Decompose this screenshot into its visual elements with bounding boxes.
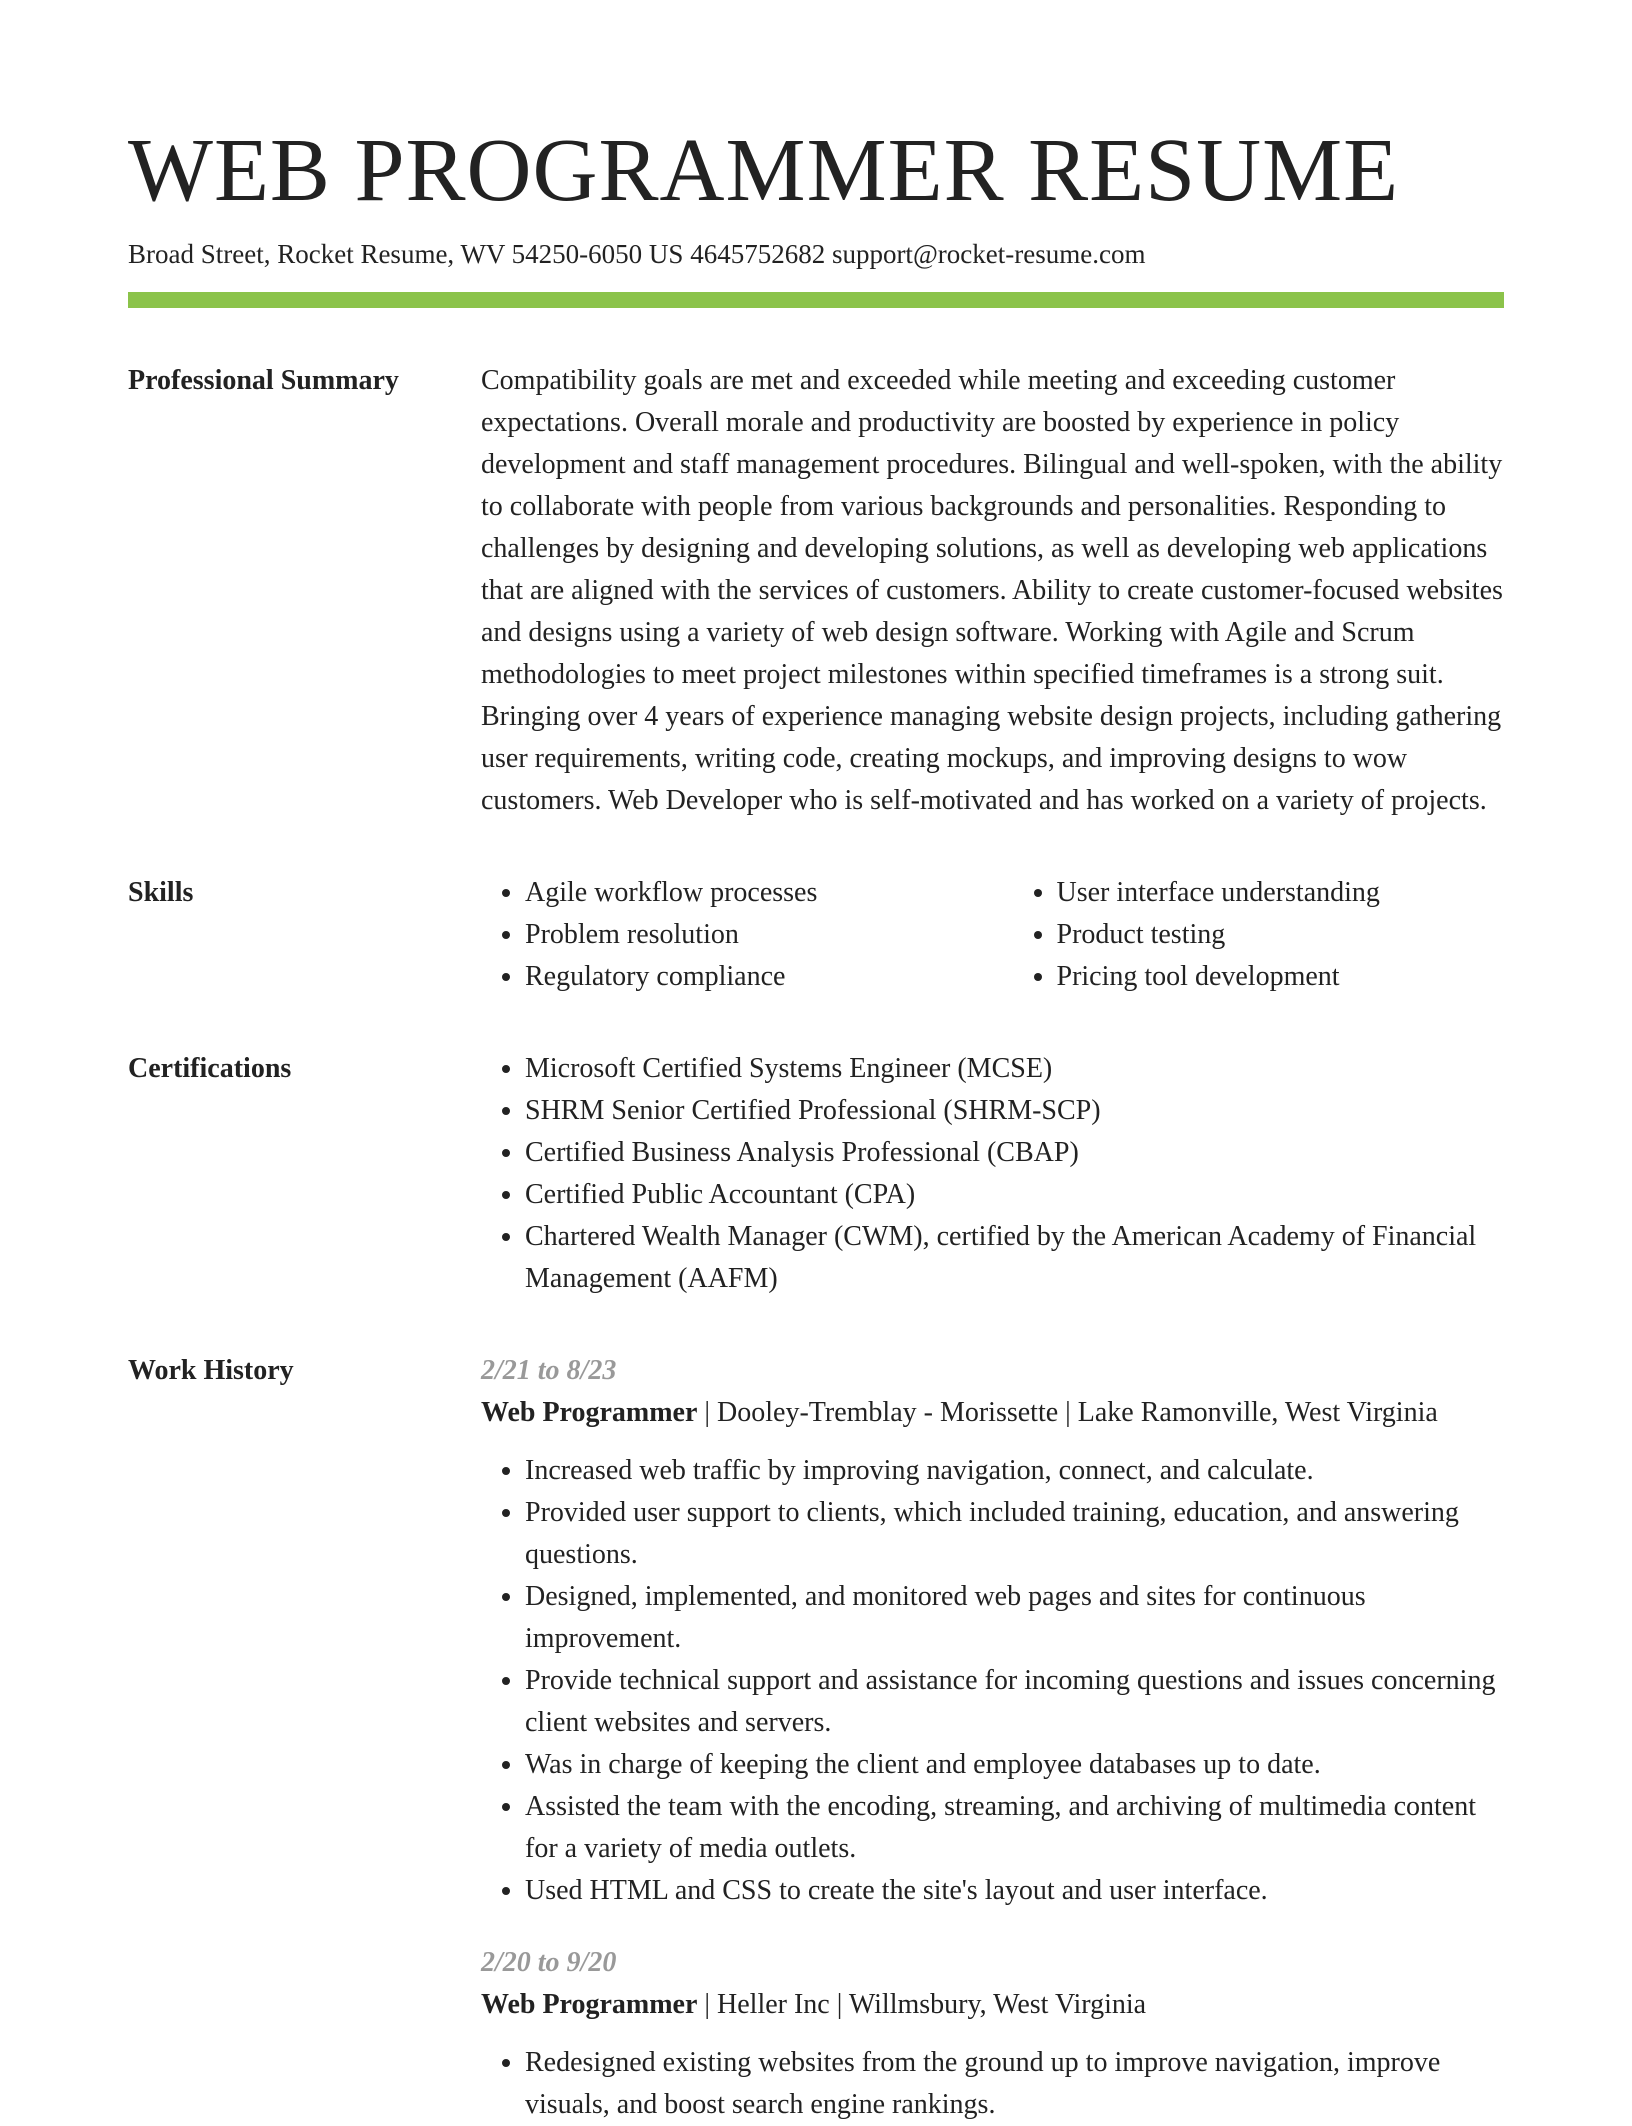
job-dates: 2/21 to 8/23 [481,1355,617,1386]
certification-item: • Certified Public Accountant (CPA) [525,1174,1504,1216]
job-bullet: • Provide technical support and assistance for incoming questions and issues concerning client websites and servers. [525,1660,1504,1744]
resume-title: WEB PROGRAMMER RESUME [128,121,1400,220]
section-label-summary: Professional Summary [128,365,399,396]
section-label-skills: Skills [128,877,194,908]
work-history-section [128,1350,1504,2126]
certification-item: • Microsoft Certified Systems Engineer (MCSE) [525,1048,1504,1090]
job-bullet: • Increased web traffic by improving navigation, connect, and calculate. [525,1450,1504,1492]
skill-item: • Regulatory compliance [525,956,973,998]
section-label-certifications: Certifications [128,1053,292,1084]
job-bullet: • Provided user support to clients, which included training, education, and answering questions. [525,1492,1504,1576]
skills-list-left [481,872,973,998]
job-entry [481,1942,1504,2126]
skill-item: • User interface understanding [1057,872,1505,914]
section-label-work-history: Work History [128,1355,294,1386]
certification-item: • Certified Business Analysis Professional (CBAP) [525,1132,1504,1174]
certifications-section [128,1048,1504,1300]
job-bullet: • Assisted the team with the encoding, streaming, and archiving of multimedia content for a variety of media outlets. [525,1786,1504,1870]
job-details: | Dooley-Tremblay - Morissette | Lake Ramonville, West Virginia [697,1397,1438,1428]
skills-list-right [1013,872,1505,998]
accent-divider [128,292,1504,308]
summary-section [128,360,1504,822]
job-bullets [481,2042,1504,2126]
skills-section [128,872,1504,998]
certifications-list [481,1048,1504,1300]
skill-item: • Product testing [1057,914,1505,956]
job-bullet: • Was in charge of keeping the client and employee databases up to date. [525,1744,1504,1786]
certification-item: • Chartered Wealth Manager (CWM), certified by the American Academy of Financial Management (AAFM) [525,1216,1504,1300]
job-bullet: • Designed, implemented, and monitored web pages and sites for continuous improvement. [525,1576,1504,1660]
job-heading [481,1392,1504,1434]
job-bullet: • Used HTML and CSS to create the site's layout and user interface. [525,1870,1504,1912]
job-dates: 2/20 to 9/20 [481,1947,617,1978]
skill-item: • Agile workflow processes [525,872,973,914]
summary-text: Compatibility goals are met and exceeded while meeting and exceeding customer expectations. Overall morale and productivity are boosted by experience in policy development and staff management procedures. Bilingual and well-spoken, with the ability to collaborate with people from various backgrounds and personalities. Responding to challenges by designing and developing solutions, as well as developing web applications that are aligned with the services of customers. Ability to create customer-focused websites and designs using a variety of web design software. Working with Agile and Scrum methodologies to meet project milestones within specified timeframes is a strong suit. Bringing over 4 years of experience managing website design projects, including gathering user requirements, writing code, creating mockups, and improving designs to wow customers. Web Developer who is self-motivated and has worked on a variety of projects. [481,365,1503,816]
skill-item: • Pricing tool development [1057,956,1505,998]
job-entry [481,1350,1504,1912]
job-heading [481,1984,1504,2026]
certification-item: • SHRM Senior Certified Professional (SHRM-SCP) [525,1090,1504,1132]
skill-item: • Problem resolution [525,914,973,956]
job-title: Web Programmer [481,1989,698,2020]
job-title: Web Programmer [481,1397,698,1428]
job-bullet: • Redesigned existing websites from the ground up to improve navigation, improve visuals, and boost search engine rankings. [525,2042,1504,2126]
contact-line: Broad Street, Rocket Resume, WV 54250-6050 US 4645752682 support@rocket-resume.com [128,239,1146,269]
job-details: | Heller Inc | Willmsbury, West Virginia [697,1989,1147,2020]
job-bullets [481,1450,1504,1912]
